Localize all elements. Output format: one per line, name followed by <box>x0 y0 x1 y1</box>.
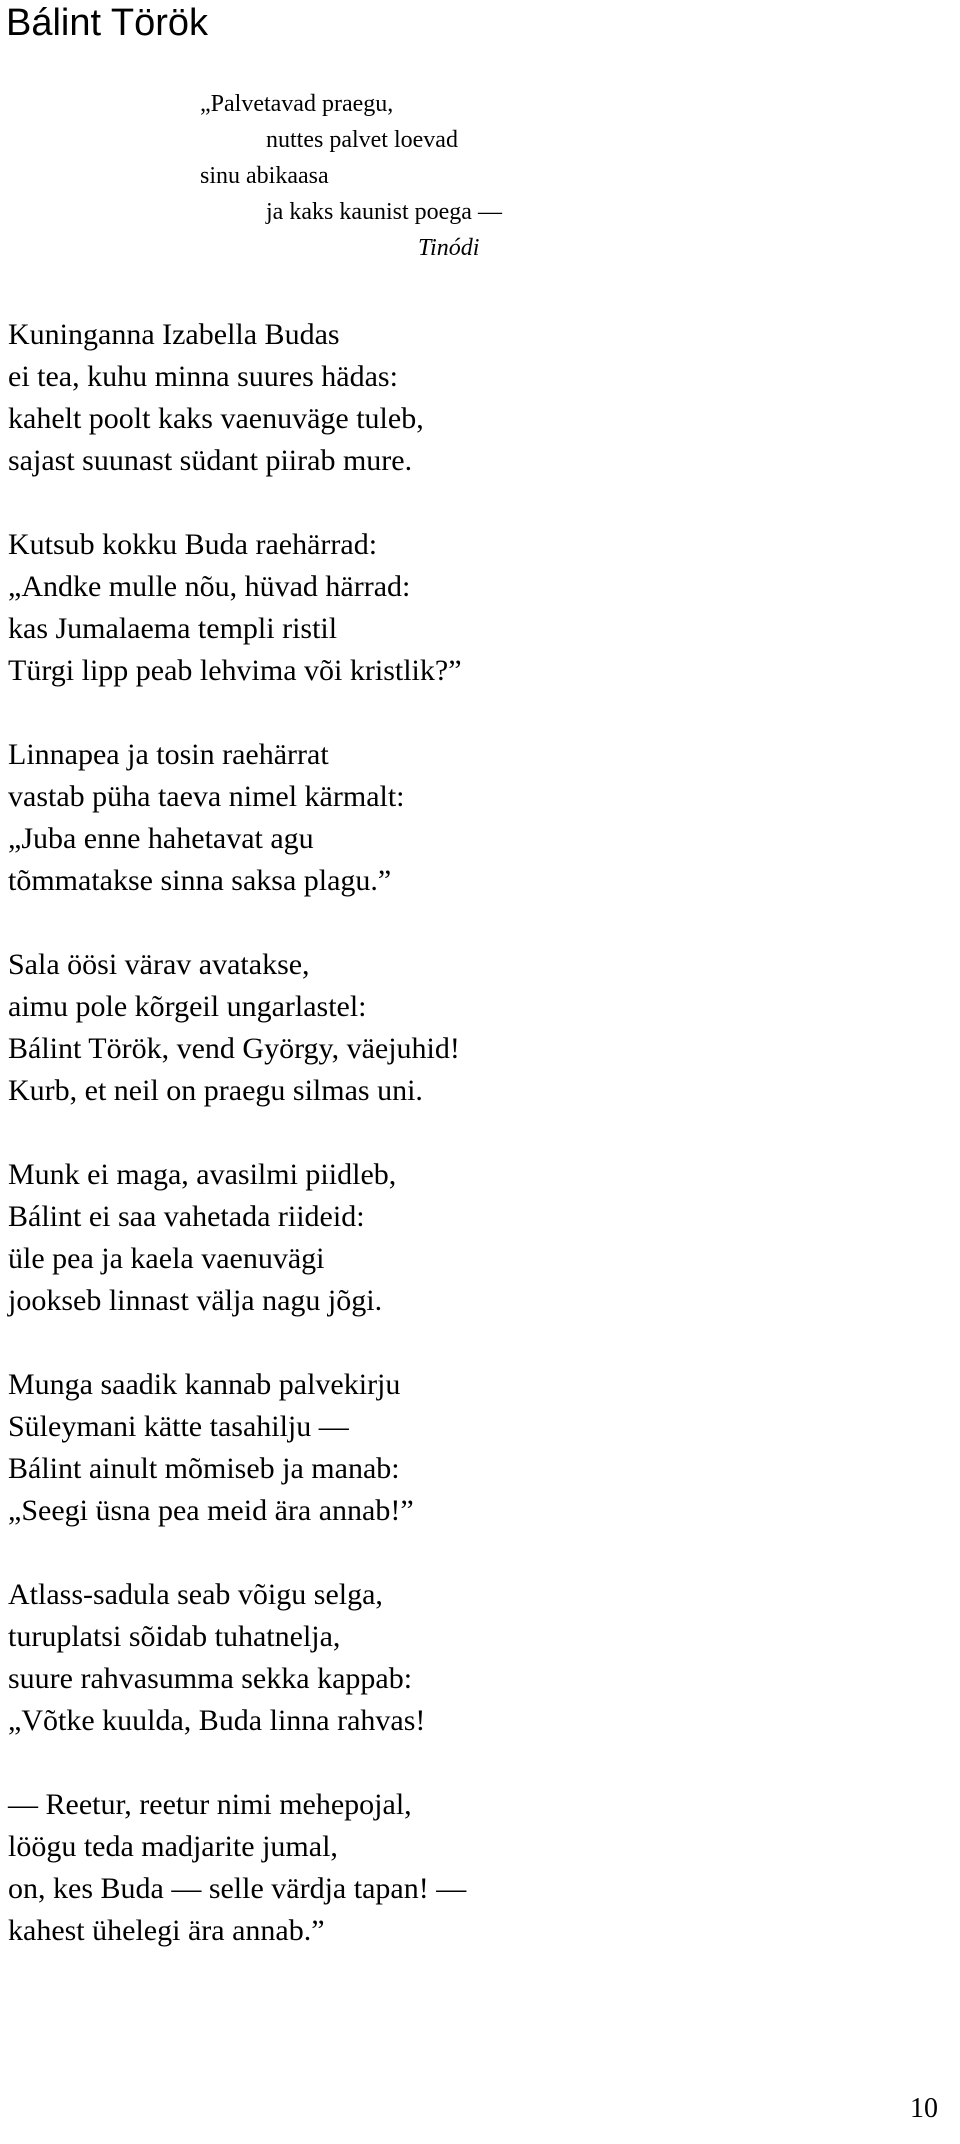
verse-line: „Juba enne hahetavat agu <box>8 822 314 855</box>
verse-line: Linnapea ja tosin raehärrat <box>8 738 329 771</box>
verse-line: suure rahvasumma sekka kappab: <box>8 1662 413 1695</box>
verse-line: Bálint ei saa vahetada riideid: <box>8 1200 365 1233</box>
verse-line: „Võtke kuulda, Buda linna rahvas! <box>8 1704 426 1737</box>
poem-body <box>8 314 908 1994</box>
page-number: 10 <box>910 2093 938 2124</box>
stanza <box>8 944 908 1112</box>
verse-line: ei tea, kuhu minna suures hädas: <box>8 360 398 393</box>
verse-line: Türgi lipp peab lehvima või kristlik?” <box>8 654 462 687</box>
stanza <box>8 1784 908 1952</box>
verse-line: Munk ei maga, avasilmi piidleb, <box>8 1158 397 1191</box>
verse-line: löögu teda madjarite jumal, <box>8 1830 338 1863</box>
verse-line: kahelt poolt kaks vaenuväge tuleb, <box>8 402 424 435</box>
epigraph-line: ja kaks kaunist poega — <box>266 199 502 225</box>
stanza <box>8 734 908 902</box>
verse-line: aimu pole kõrgeil ungarlastel: <box>8 990 367 1023</box>
verse-line: sajast suunast südant piirab mure. <box>8 444 413 477</box>
verse-line: üle pea ja kaela vaenuvägi <box>8 1242 325 1275</box>
verse-line: turuplatsi sõidab tuhatnelja, <box>8 1620 341 1653</box>
verse-line: Munga saadik kannab palvekirju <box>8 1368 401 1401</box>
verse-line: — Reetur, reetur nimi mehepojal, <box>8 1788 412 1821</box>
verse-line: Süleymani kätte tasahilju — <box>8 1410 349 1443</box>
verse-line: „Andke mulle nõu, hüvad härrad: <box>8 570 411 603</box>
verse-line: Atlass-sadula seab võigu selga, <box>8 1578 383 1611</box>
verse-line: Sala öösi värav avatakse, <box>8 948 310 981</box>
verse-line: on, kes Buda — selle värdja tapan! — <box>8 1872 467 1905</box>
verse-line: „Seegi üsna pea meid ära annab!” <box>8 1494 414 1527</box>
stanza <box>8 314 908 482</box>
verse-line: kas Jumalaema templi ristil <box>8 612 338 645</box>
verse-line: vastab püha taeva nimel kärmalt: <box>8 780 405 813</box>
stanza <box>8 1364 908 1532</box>
stanza <box>8 1154 908 1322</box>
verse-line: kahest ühelegi ära annab.” <box>8 1914 325 1947</box>
epigraph-attribution: Tinódi <box>418 235 480 261</box>
stanza <box>8 524 908 692</box>
page-title: Bálint Török <box>6 2 209 44</box>
verse-line: Bálint ainult mõmiseb ja manab: <box>8 1452 400 1485</box>
verse-line: Kutsub kokku Buda raehärrad: <box>8 528 378 561</box>
epigraph-line: sinu abikaasa <box>200 163 329 189</box>
verse-line: Kuninganna Izabella Budas <box>8 318 340 351</box>
epigraph-line: nuttes palvet loevad <box>266 127 458 153</box>
verse-line: tõmmatakse sinna saksa plagu.” <box>8 864 392 897</box>
stanza <box>8 1574 908 1742</box>
verse-line: Bálint Török, vend György, väejuhid! <box>8 1032 460 1065</box>
verse-line: Kurb, et neil on praegu silmas uni. <box>8 1074 423 1107</box>
verse-line: jookseb linnast välja nagu jõgi. <box>8 1284 383 1317</box>
epigraph-line: „Palvetavad praegu, <box>200 91 394 117</box>
epigraph <box>200 86 620 266</box>
